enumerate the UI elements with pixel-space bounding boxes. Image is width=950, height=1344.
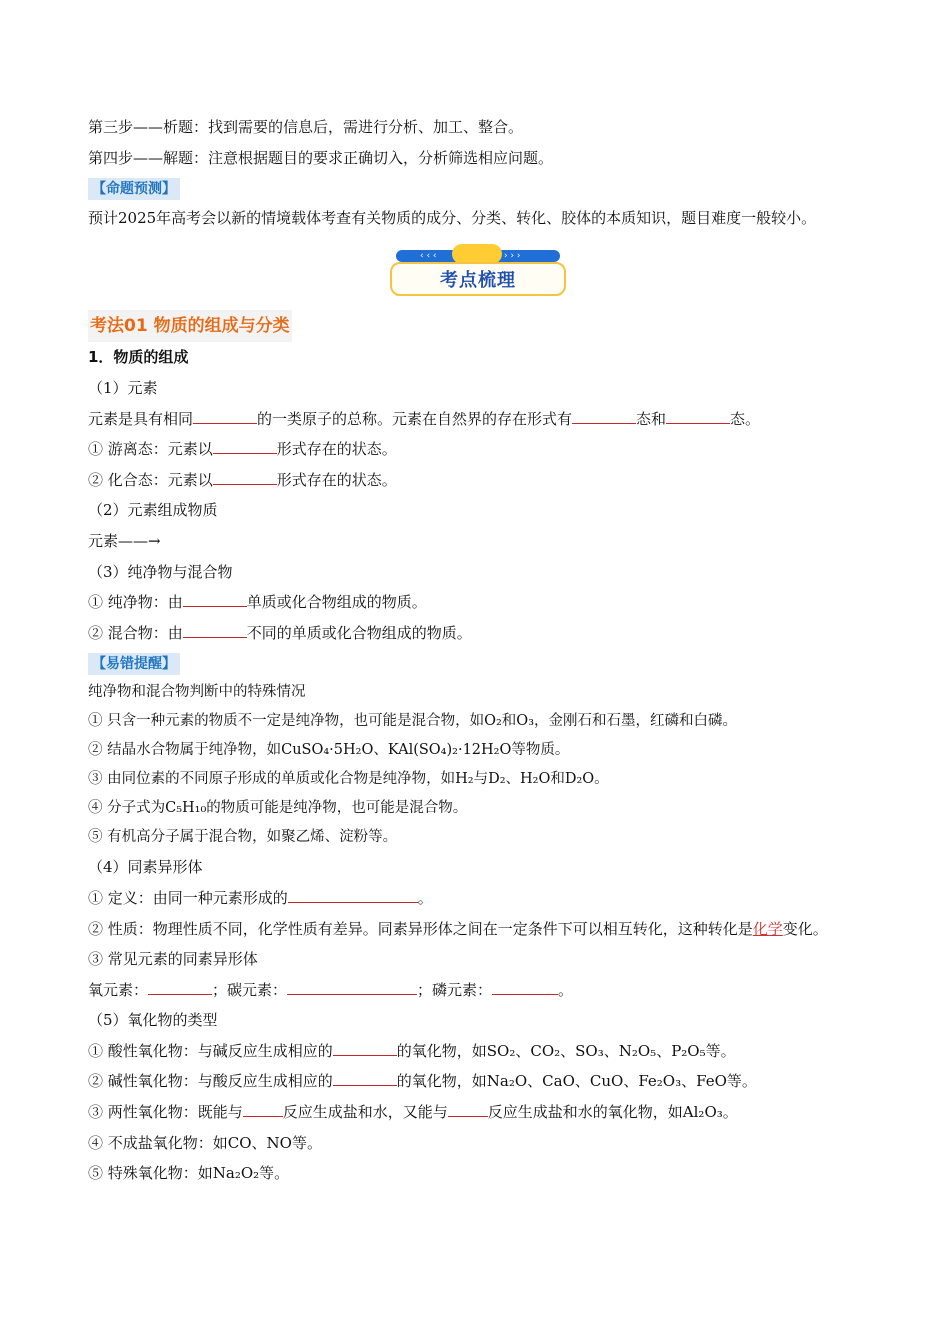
sub-title-oxides: （5）氧化物的类型 [88,1011,218,1030]
tips-tag: 【易错提醒】 [88,653,180,675]
allotrope-definition: ① 定义：由同一种元素形成的 。 [88,888,433,907]
blank[interactable] [243,1102,283,1117]
blank[interactable] [666,409,730,424]
blank[interactable] [288,888,418,903]
blank[interactable] [213,470,277,485]
element-arrow-line: 元素——→ [88,531,161,550]
answer-chemical: 化学 [752,919,783,938]
tip-item: ② 结晶水合物属于纯净物，如CuSO₄·5H₂O、KAl(SO₄)₂·12H₂O等物质。 [88,742,570,759]
element-definition: 元素是具有相同 的一类原子的总称。元素在自然界的存在形式有 态和 态。 [88,409,761,428]
sub-title-elements: （1）元素 [88,378,158,397]
banner-title: 考点梳理 [440,269,516,291]
non-salt-oxide-line: ④ 不成盐氧化物：如CO、NO等。 [88,1133,322,1152]
acidic-oxide-line: ① 酸性氧化物：与碱反应生成相应的 的氧化物，如SO₂、CO₂、SO₃、N₂O₅、P₂O₅等。 [88,1041,736,1060]
forecast-text: 预计2025年高考会以新的情境载体考查有关物质的成分、分类、转化、胶体的本质知识，题目难度一般较小。 [88,209,817,228]
sub-title-allotropes: （4）同素异形体 [88,858,203,877]
common-allotropes-title: ③ 常见元素的同素异形体 [88,950,258,969]
basic-oxide-line: ② 碱性氧化物：与酸反应生成相应的 的氧化物，如Na₂O、CaO、CuO、Fe₂O₃、FeO等。 [88,1072,757,1091]
blank[interactable] [333,1041,397,1056]
step4-text: 第四步——解题：注意根据题目的要求正确切入，分析筛选相应问题。 [88,148,554,167]
forecast-tag: 【命题预测】 [88,178,180,200]
amphoteric-oxide-line: ③ 两性氧化物：既能与 反应生成盐和水，又能与 反应生成盐和水的氧化物，如Al₂O₃。 [88,1103,738,1122]
tip-item: ③ 由同位素的不同原子形成的单质或化合物是纯净物，如H₂与D₂、H₂O和D₂O。 [88,771,609,788]
tip-item: ① 只含一种元素的物质不一定是纯净物，也可能是混合物，如O₂和O₃，金刚石和石墨，红磷和白磷。 [88,713,738,730]
blank[interactable] [287,980,417,995]
tips-title: 纯净物和混合物判断中的特殊情况 [88,684,306,701]
tip-item: ④ 分子式为C₅H₁₀的物质可能是纯净物，也可能是混合物。 [88,800,468,817]
pure-substance-line: ① 纯净物：由 单质或化合物组成的物质。 [88,593,427,612]
blank[interactable] [448,1102,488,1117]
mixture-line: ② 混合物：由 不同的单质或化合物组成的物质。 [88,623,472,642]
combined-state-line: ② 化合态：元素以 形式存在的状态。 [88,470,397,489]
blank[interactable] [193,409,257,424]
tip-item: ⑤ 有机高分子属于混合物，如聚乙烯、淀粉等。 [88,829,398,846]
section-banner [390,248,566,298]
special-oxide-line: ⑤ 特殊氧化物：如Na₂O₂等。 [88,1164,290,1183]
allotrope-property: ② 性质：物理性质不同，化学性质有差异。同素异形体之间在一定条件下可以相互转化，这种转化是化学变化。 [88,919,828,938]
blank[interactable] [213,439,277,454]
blank[interactable] [148,980,212,995]
blank[interactable] [333,1071,397,1086]
document-page [88,112,868,1189]
left-arrows-icon: ‹ ‹ ‹ [420,250,437,261]
blank[interactable] [183,592,247,607]
blank[interactable] [183,623,247,638]
right-arrows-icon: › › › [504,250,521,261]
blank[interactable] [492,980,558,995]
step3-text: 第三步——析题：找到需要的信息后，需进行分析、加工、整合。 [88,118,524,136]
section-title: 考法01 物质的组成与分类 [88,310,292,343]
composition-heading: 1．物质的组成 [88,348,189,367]
sub-title-pure-mixture: （3）纯净物与混合物 [88,562,233,581]
sub-title-composition: （2）元素组成物质 [88,501,218,520]
banner-pill [452,244,502,264]
blank[interactable] [572,409,636,424]
common-allotropes-line: 氧元素： ；碳元素： ；磷元素： 。 [88,980,574,999]
free-state-line: ① 游离态：元素以 形式存在的状态。 [88,440,397,459]
